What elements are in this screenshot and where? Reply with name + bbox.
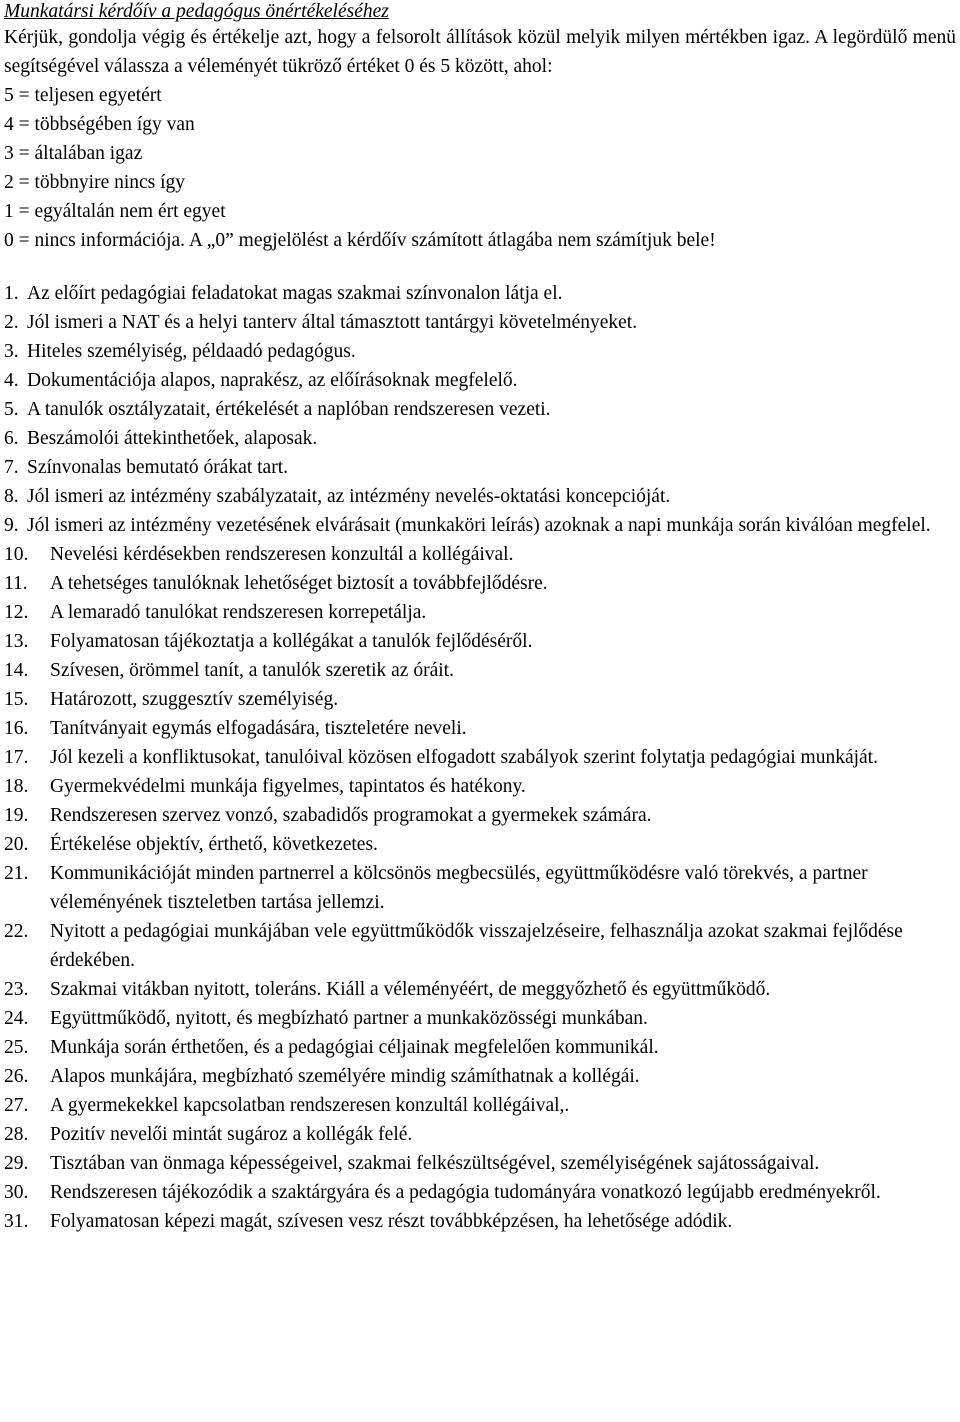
statement-text: Munkája során érthetően, és a pedagógiai céljainak megfelelően kommunikál. bbox=[50, 1037, 659, 1058]
spacer bbox=[4, 255, 956, 279]
rating-scale bbox=[4, 81, 956, 226]
scale-item: 2 = többnyire nincs így bbox=[4, 172, 186, 193]
statement-item bbox=[4, 1062, 956, 1091]
statement-number: 13. bbox=[4, 631, 29, 652]
statement-text: Együttműködő, nyitott, és megbízható partner a munkaközösségi munkában. bbox=[50, 1008, 648, 1029]
statement-item bbox=[4, 366, 956, 395]
statement-text: A tanulók osztályzatait, értékelését a naplóban rendszeresen vezeti. bbox=[27, 399, 551, 420]
statement-text: Rendszeresen tájékozódik a szaktárgyára és a pedagógia tudományára vonatkozó legújabb eredményekről. bbox=[50, 1182, 881, 1203]
statement-item bbox=[4, 830, 956, 859]
statement-item bbox=[4, 743, 956, 772]
statement-number: 29. bbox=[4, 1153, 29, 1174]
statement-item bbox=[4, 1178, 956, 1207]
statement-number: 27. bbox=[4, 1095, 29, 1116]
statement-item bbox=[4, 917, 956, 975]
statement-item bbox=[4, 424, 956, 453]
statement-text: Jól ismeri a NAT és a helyi tanterv által támasztott tantárgyi követelményeket. bbox=[27, 312, 638, 333]
statement-number: 2. bbox=[4, 312, 19, 333]
statement-text: Értékelése objektív, érthető, következetes. bbox=[50, 834, 378, 855]
statement-number: 16. bbox=[4, 718, 29, 739]
statement-number: 4. bbox=[4, 370, 19, 391]
statement-item bbox=[4, 772, 956, 801]
statement-number: 9. bbox=[4, 515, 19, 536]
statement-number: 30. bbox=[4, 1182, 29, 1203]
statement-text: Határozott, szuggesztív személyiség. bbox=[50, 689, 339, 710]
statement-text: A tehetséges tanulóknak lehetőséget biztosít a továbbfejlődésre. bbox=[50, 573, 548, 594]
statement-text: Színvonalas bemutató órákat tart. bbox=[27, 457, 289, 478]
statement-text: Szakmai vitákban nyitott, toleráns. Kiáll a véleményéért, de meggyőzhető és együttműködő. bbox=[50, 979, 771, 1000]
statement-text: Tisztában van önmaga képességeivel, szakmai felkészültségével, személyiségének sajátosságaival. bbox=[50, 1153, 820, 1174]
scale-item: 5 = teljesen egyetért bbox=[4, 85, 162, 106]
statement-item bbox=[4, 656, 956, 685]
statement-item bbox=[4, 801, 956, 830]
statement-item bbox=[4, 540, 956, 569]
document-title: Munkatársi kérdőív a pedagógus önértékeléséhez bbox=[4, 1, 389, 22]
statement-text: Jól ismeri az intézmény vezetésének elvárásait (munkaköri leírás) azoknak a napi munkája során kiválóan megfelel. bbox=[27, 515, 931, 536]
statement-text: Nyitott a pedagógiai munkájában vele együttműködők visszajelzéseire, felhasználja azokat szakmai fejlődése érdekében. bbox=[50, 921, 903, 971]
statement-text: Alapos munkájára, megbízható személyére mindig számíthatnak a kollégái. bbox=[50, 1066, 640, 1087]
statement-text: Nevelési kérdésekben rendszeresen konzultál a kollégáival. bbox=[50, 544, 514, 565]
statement-text: Kommunikációját minden partnerrel a kölcsönös megbecsülés, együttműködésre való törekvés, a partner véleményének tiszteletben tartása jellemzi. bbox=[50, 863, 868, 913]
statement-text: Az előírt pedagógiai feladatokat magas szakmai színvonalon látja el. bbox=[27, 283, 563, 304]
statement-item bbox=[4, 308, 956, 337]
statement-number: 1. bbox=[4, 283, 19, 304]
statement-number: 19. bbox=[4, 805, 29, 826]
statement-item bbox=[4, 1207, 956, 1236]
statement-item bbox=[4, 1091, 956, 1120]
scale-item: 3 = általában igaz bbox=[4, 143, 143, 164]
statement-number: 21. bbox=[4, 863, 29, 884]
statement-text: Folyamatosan képezi magát, szívesen vesz részt továbbképzésen, ha lehetősége adódik. bbox=[50, 1211, 733, 1232]
statement-text: Dokumentációja alapos, naprakész, az előírásoknak megfelelő. bbox=[27, 370, 518, 391]
statement-text: Gyermekvédelmi munkája figyelmes, tapintatos és hatékony. bbox=[50, 776, 526, 797]
statement-item bbox=[4, 337, 956, 366]
statement-item bbox=[4, 859, 956, 917]
statement-text: Folyamatosan tájékoztatja a kollégákat a tanulók fejlődéséről. bbox=[50, 631, 533, 652]
statement-item bbox=[4, 1004, 956, 1033]
statement-text: Rendszeresen szervez vonzó, szabadidős programokat a gyermekek számára. bbox=[50, 805, 652, 826]
statement-item bbox=[4, 453, 956, 482]
statement-number: 7. bbox=[4, 457, 19, 478]
statement-number: 12. bbox=[4, 602, 29, 623]
statement-number: 6. bbox=[4, 428, 19, 449]
statement-text: Hiteles személyiség, példaadó pedagógus. bbox=[27, 341, 356, 362]
statement-number: 28. bbox=[4, 1124, 29, 1145]
statement-item bbox=[4, 569, 956, 598]
statement-number: 15. bbox=[4, 689, 29, 710]
statement-item bbox=[4, 598, 956, 627]
statement-number: 26. bbox=[4, 1066, 29, 1087]
scale-item: 4 = többségében így van bbox=[4, 114, 195, 135]
statement-number: 11. bbox=[4, 573, 28, 594]
statement-number: 10. bbox=[4, 544, 29, 565]
statement-number: 25. bbox=[4, 1037, 29, 1058]
statement-number: 23. bbox=[4, 979, 29, 1000]
statement-text: Jól kezeli a konfliktusokat, tanulóival közösen elfogadott szabályok szerint folytatja pedagógiai munkáját. bbox=[50, 747, 878, 768]
statement-item bbox=[4, 975, 956, 1004]
statement-text: A gyermekekkel kapcsolatban rendszeresen konzultál kollégáival,. bbox=[50, 1095, 570, 1116]
statement-number: 18. bbox=[4, 776, 29, 797]
statement-item bbox=[4, 714, 956, 743]
statement-number: 5. bbox=[4, 399, 19, 420]
statement-item bbox=[4, 482, 956, 511]
statement-text: Szívesen, örömmel tanít, a tanulók szeretik az óráit. bbox=[50, 660, 454, 681]
statement-text: Jól ismeri az intézmény szabályzatait, az intézmény nevelés-oktatási koncepcióját. bbox=[27, 486, 671, 507]
statement-list bbox=[4, 279, 956, 1236]
statement-text: Tanítványait egymás elfogadására, tiszteletére neveli. bbox=[50, 718, 467, 739]
statement-text: Pozitív nevelői mintát sugároz a kollégák felé. bbox=[50, 1124, 413, 1145]
statement-item bbox=[4, 1120, 956, 1149]
statement-text: Beszámolói áttekinthetőek, alaposak. bbox=[27, 428, 318, 449]
intro-paragraph: Kérjük, gondolja végig és értékelje azt, hogy a felsorolt állítások közül melyik milyen mértékben igaz. A legördülő menü segítségével válassza a véleményét tükröző értéket 0 és 5 között, ahol: bbox=[4, 27, 956, 77]
statement-text: A lemaradó tanulókat rendszeresen korrepetálja. bbox=[50, 602, 427, 623]
statement-item bbox=[4, 511, 956, 540]
statement-item bbox=[4, 627, 956, 656]
statement-item bbox=[4, 685, 956, 714]
zero-value-note: 0 = nincs információja. A „0” megjelölést a kérdőív számított átlagába nem számítjuk bele! bbox=[4, 230, 716, 251]
statement-number: 20. bbox=[4, 834, 29, 855]
statement-number: 24. bbox=[4, 1008, 29, 1029]
statement-number: 17. bbox=[4, 747, 29, 768]
statement-item bbox=[4, 279, 956, 308]
statement-number: 31. bbox=[4, 1211, 29, 1232]
statement-item bbox=[4, 1149, 956, 1178]
statement-item bbox=[4, 1033, 956, 1062]
statement-number: 3. bbox=[4, 341, 19, 362]
statement-item bbox=[4, 395, 956, 424]
statement-number: 8. bbox=[4, 486, 19, 507]
scale-item: 1 = egyáltalán nem ért egyet bbox=[4, 201, 226, 222]
statement-number: 14. bbox=[4, 660, 29, 681]
statement-number: 22. bbox=[4, 921, 29, 942]
